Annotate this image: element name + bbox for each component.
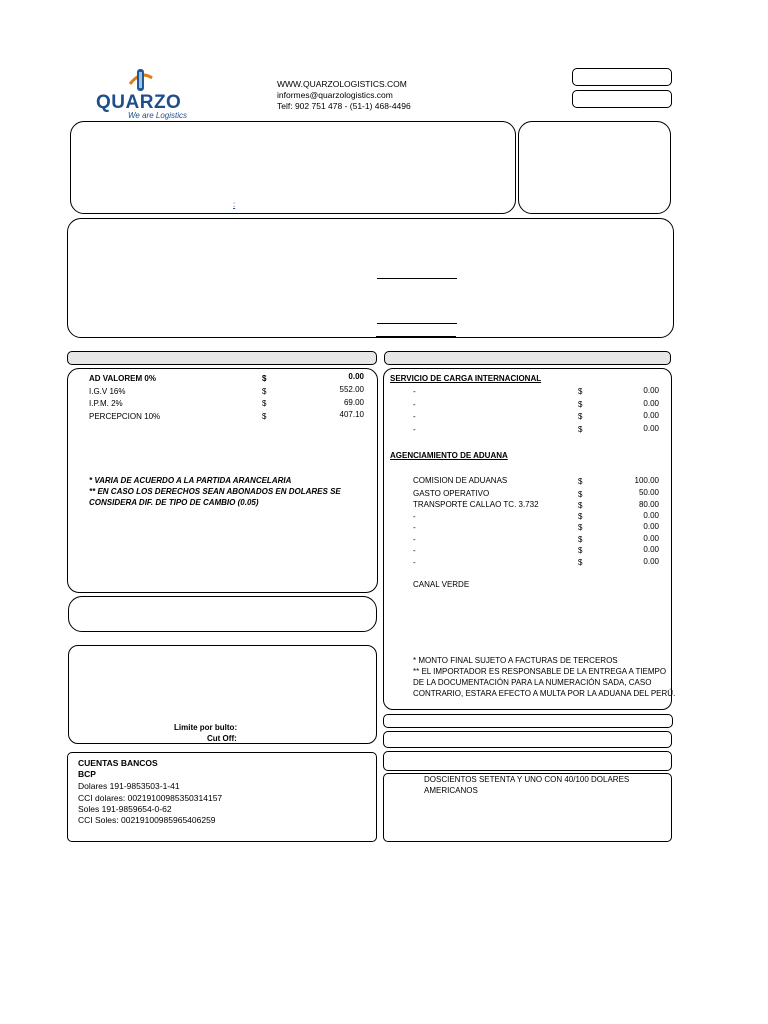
signature-line-1 [377, 278, 457, 279]
bank-title: CUENTAS BANCOS [78, 758, 158, 768]
shipment-underline [376, 336, 456, 337]
company-email[interactable]: informes@quarzologistics.com [277, 90, 393, 100]
service-label: GASTO OPERATIVO [413, 489, 490, 498]
services-header-bar [384, 351, 671, 365]
bank-account-line: Soles 191-9859654-0-62 [78, 804, 172, 814]
amount-in-words-box [383, 773, 672, 842]
tax-label: I.P.M. 2% [89, 399, 123, 408]
service-currency: $ [578, 477, 583, 486]
service-amount: 0.00 [643, 534, 659, 543]
logo-name: QUARZO [96, 92, 182, 113]
tax-label: I.G.V 16% [89, 387, 126, 396]
international-title: SERVICIO DE CARGA INTERNACIONAL [390, 374, 542, 383]
amount-words-line: DOSCIENTOS SETENTA Y UNO CON 40/100 DOLARES [424, 775, 630, 784]
service-currency: $ [578, 387, 583, 396]
service-label: - [413, 523, 416, 532]
service-amount: 100.00 [634, 476, 659, 485]
client-colon: : [233, 200, 236, 209]
service-amount: 0.00 [643, 424, 659, 433]
service-currency: $ [578, 535, 583, 544]
bank-account-line: Dolares 191-9853503-1-41 [78, 781, 180, 791]
tax-note: CONSIDERA DIF. DE TIPO DE CAMBIO (0.05) [89, 498, 259, 507]
signature-line-2 [377, 323, 457, 324]
amount-words-line: AMERICANOS [424, 786, 478, 795]
logo-tagline: We are Logistics [128, 111, 187, 120]
service-amount: 0.00 [643, 399, 659, 408]
tax-currency: $ [262, 374, 267, 383]
bank-account-line: CCI Soles: 00219100985965406259 [78, 815, 216, 825]
services-igv-bar [383, 731, 672, 748]
tax-amount: 552.00 [339, 385, 364, 394]
service-currency: $ [578, 546, 583, 555]
customs-note: CONTRARIO, ESTARA EFECTO A MULTA POR LA ADUANA DEL PERÚ. [413, 689, 676, 698]
service-amount: 0.00 [643, 557, 659, 566]
service-label: - [413, 546, 416, 555]
customs-note: DE LA DOCUMENTACIÓN PARA LA NUMERACIÓN SADA, CASO [413, 678, 652, 687]
service-amount: 0.00 [643, 386, 659, 395]
taxes-box [67, 368, 378, 593]
service-amount: 0.00 [643, 511, 659, 520]
taxes-header-bar [67, 351, 377, 365]
company-phone: Telf: 902 751 478 - (51-1) 468-4496 [277, 101, 411, 111]
service-label: TRANSPORTE CALLAO TC. 3.732 [413, 500, 539, 509]
quote-info-box [518, 121, 671, 214]
tax-label: AD VALOREM 0% [89, 374, 156, 383]
tax-currency: $ [262, 387, 267, 396]
limits-box [68, 645, 377, 744]
tax-currency: $ [262, 412, 267, 421]
services-total-bar [383, 751, 672, 771]
service-currency: $ [578, 425, 583, 434]
service-amount: 0.00 [643, 522, 659, 531]
service-label: - [413, 387, 416, 396]
service-currency: $ [578, 490, 583, 499]
service-amount: 80.00 [638, 500, 659, 509]
document-date-field [572, 90, 672, 108]
customs-channel: CANAL VERDE [413, 580, 470, 589]
tax-amount: 407.10 [339, 410, 364, 419]
service-currency: $ [578, 400, 583, 409]
service-currency: $ [578, 512, 583, 521]
service-label: - [413, 512, 416, 521]
bank-account-line: CCI dolares: 00219100985350314157 [78, 793, 223, 803]
bank-name: BCP [78, 769, 96, 779]
service-currency: $ [578, 558, 583, 567]
services-box [383, 368, 676, 710]
limite-label: Limite por bulto: [174, 723, 238, 732]
service-amount: 0.00 [643, 411, 659, 420]
service-label: - [413, 558, 416, 567]
company-logo [94, 66, 194, 122]
service-amount: 50.00 [638, 488, 659, 497]
service-label: COMISION DE ADUANAS [413, 476, 508, 485]
company-web[interactable]: WWW.QUARZOLOGISTICS.COM [277, 79, 407, 89]
service-currency: $ [578, 523, 583, 532]
service-label: - [413, 412, 416, 421]
service-currency: $ [578, 412, 583, 421]
service-label: - [413, 535, 416, 544]
tax-amount: 0.00 [348, 372, 364, 381]
client-info-box [70, 121, 516, 214]
bank-accounts-box [67, 752, 377, 842]
cutoff-label: Cut Off: [207, 734, 237, 743]
tax-label: PERCEPCION 10% [89, 412, 161, 421]
service-currency: $ [578, 501, 583, 510]
customs-note: * MONTO FINAL SUJETO A FACTURAS DE TERCEROS [413, 656, 618, 665]
customs-title: AGENCIAMIENTO DE ADUANA [390, 451, 508, 460]
services-subtotal-bar [383, 714, 673, 728]
service-label: - [413, 425, 416, 434]
service-label: - [413, 400, 416, 409]
tax-note: ** EN CASO LOS DERECHOS SEAN ABONADOS EN DOLARES SE [89, 487, 341, 496]
service-amount: 0.00 [643, 545, 659, 554]
tax-currency: $ [262, 399, 267, 408]
tax-amount: 69.00 [343, 398, 364, 407]
shipment-details-box [67, 218, 674, 338]
customs-note: ** EL IMPORTADOR ES RESPONSABLE DE LA ENTREGA A TIEMPO [413, 667, 667, 676]
taxes-total-box [68, 596, 377, 632]
document-number-field [572, 68, 672, 86]
tax-note: * VARIA DE ACUERDO A LA PARTIDA ARANCELARIA [89, 476, 292, 485]
